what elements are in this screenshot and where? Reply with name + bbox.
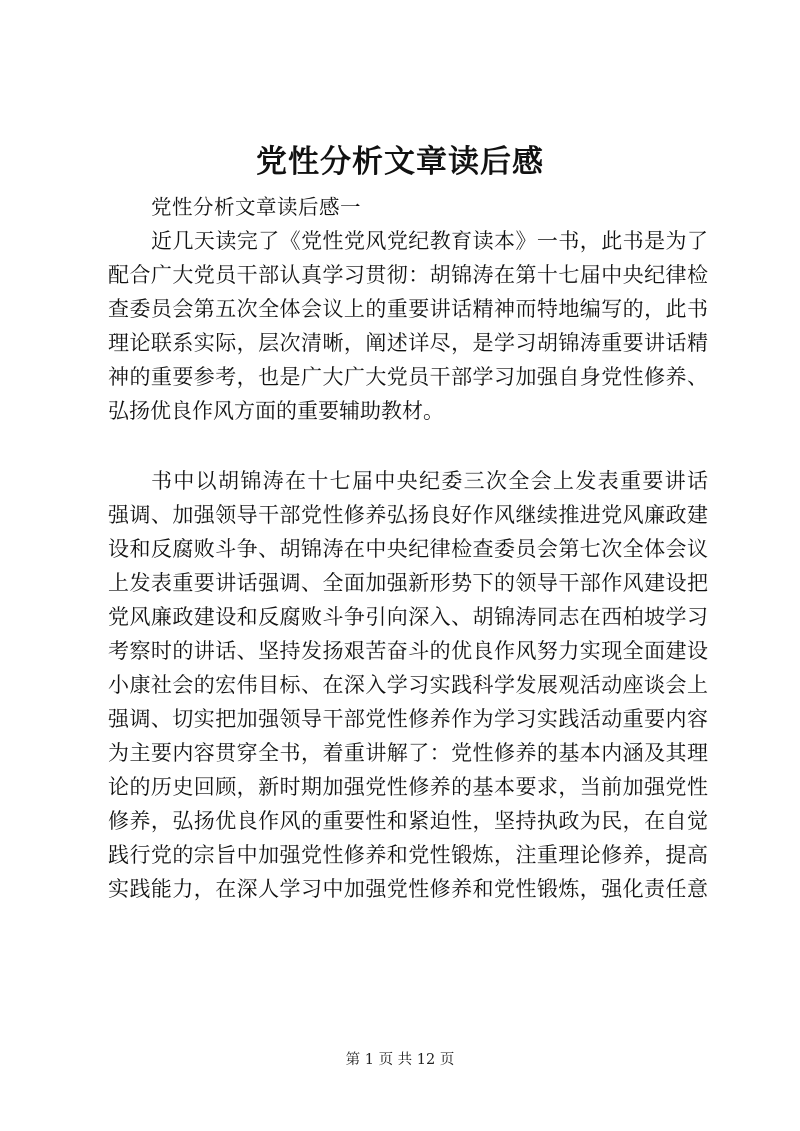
paragraph-line: 配合广大党员干部认真学习贯彻：胡锦涛在第十七届中央纪律检: [108, 263, 708, 287]
paragraph-line: 上发表重要讲话强调、全面加强新形势下的领导干部作风建设把: [108, 571, 708, 595]
paragraph-line: 神的重要参考，也是广大广大党员干部学习加强自身党性修养、: [108, 365, 708, 389]
paragraph-2: [108, 464, 708, 906]
paragraph-line: 考察时的讲话、坚持发扬艰苦奋斗的优良作风努力实现全面建设: [108, 639, 708, 663]
paragraph-line: 实践能力，在深人学习中加强党性修养和党性锻炼，强化责任意: [108, 877, 708, 901]
document-subtitle: 党性分析文章读后感一: [151, 195, 361, 219]
paragraph-line: 修养，弘扬优良作风的重要性和紧迫性，坚持执政为民，在自觉: [108, 809, 708, 833]
page-footer: 第 1 页 共 12 页: [345, 1052, 455, 1068]
paragraph-line: 论的历史回顾，新时期加强党性修养的基本要求，当前加强党性: [108, 775, 708, 799]
document-title: 党性分析文章读后感: [256, 144, 544, 180]
paragraph-line: 党风廉政建设和反腐败斗争引向深入、胡锦涛同志在西柏坡学习: [108, 605, 708, 629]
paragraph-line: 设和反腐败斗争、胡锦涛在中央纪律检查委员会第七次全体会议: [108, 537, 708, 561]
paragraph-line: 小康社会的宏伟目标、在深入学习实践科学发展观活动座谈会上: [108, 673, 708, 697]
paragraph-line: 查委员会第五次全体会议上的重要讲话精神而特地编写的，此书: [108, 297, 708, 321]
paragraph-line: 为主要内容贯穿全书，着重讲解了：党性修养的基本内涵及其理: [108, 741, 708, 765]
paragraph-line: 弘扬优良作风方面的重要辅助教材。: [108, 399, 444, 423]
paragraph-line: 近几天读完了《党性党风党纪教育读本》一书，此书是为了: [151, 229, 708, 253]
paragraph-1: [108, 224, 708, 428]
paragraph-line: 理论联系实际，层次清晰，阐述详尽，是学习胡锦涛重要讲话精: [108, 331, 708, 355]
paragraph-line: 强调、切实把加强领导干部党性修养作为学习实践活动重要内容: [108, 707, 708, 731]
paragraph-line: 强调、加强领导干部党性修养弘扬良好作风继续推进党风廉政建: [108, 503, 708, 527]
paragraph-line: 践行党的宗旨中加强党性修养和党性锻炼，注重理论修养，提高: [108, 843, 708, 867]
paragraph-line: 书中以胡锦涛在十七届中央纪委三次全会上发表重要讲话: [151, 469, 708, 493]
